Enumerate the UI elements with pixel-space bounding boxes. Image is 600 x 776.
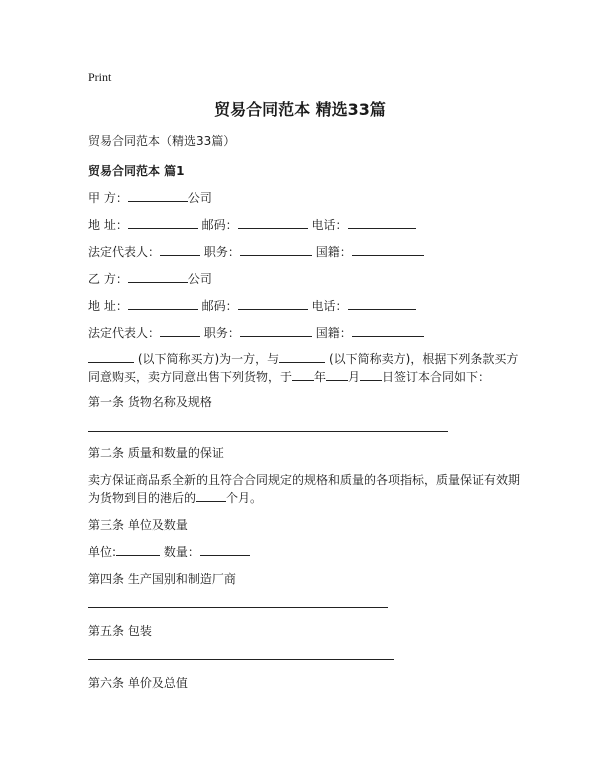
article-5-heading: 第五条 包装	[88, 624, 152, 638]
party-a-legal-rep-label: 法定代表人：	[88, 245, 161, 259]
party-b-position-label: 职务：	[203, 326, 240, 340]
article-2-body-seg-a: 为货物到目的港后的	[88, 491, 197, 505]
article-1-heading: 第一条 货物名称及规格	[88, 395, 212, 409]
party-b-address-label: 地 址：	[88, 299, 128, 313]
party-a-label: 甲 方：	[88, 191, 128, 205]
article-3-heading: 第三条 单位及数量	[88, 518, 188, 532]
party-b-phone-label: 电话：	[311, 299, 348, 313]
party-a-name-blank	[128, 189, 188, 202]
article-2-heading: 第二条 质量和数量的保证	[88, 446, 224, 460]
seller-blank	[279, 350, 325, 363]
party-a-rep-blank	[160, 243, 200, 256]
party-b-rep-blank	[160, 324, 200, 337]
party-b-legal-rep-label: 法定代表人：	[88, 326, 161, 340]
article-5-blank-line	[88, 659, 394, 660]
section-heading: 贸易合同范本 篇1	[88, 164, 185, 178]
intro-seg-6: 日签订本合同如下：	[382, 370, 491, 384]
article-4-blank-line	[88, 607, 388, 608]
article-6-heading: 第六条 单价及总值	[88, 676, 188, 690]
article-1-blank-line	[88, 431, 448, 432]
party-b-postcode-blank	[238, 297, 308, 310]
party-b-nationality-blank	[352, 324, 424, 337]
party-a-suffix: 公司	[187, 191, 212, 205]
month-blank	[326, 368, 348, 381]
intro-seg-2: (以下简称卖方)，根据下列条款买方	[325, 352, 519, 366]
unit-blank	[116, 543, 160, 556]
party-b-address-blank	[128, 297, 198, 310]
intro-seg-5: 月	[348, 370, 361, 384]
party-b-phone-blank	[348, 297, 416, 310]
article-2-body-seg-b: 个月。	[226, 491, 263, 505]
article-4-heading: 第四条 生产国别和制造厂商	[88, 572, 236, 586]
party-b-line	[88, 270, 212, 287]
party-a-phone-label: 电话：	[311, 218, 348, 232]
article-3-fields	[88, 543, 250, 560]
article-2-body-line-2	[88, 489, 262, 506]
intro-line-2	[88, 368, 490, 385]
party-b-rep-line	[88, 324, 424, 341]
party-a-line	[88, 189, 212, 206]
party-b-name-blank	[128, 270, 188, 283]
warranty-months-blank	[196, 489, 226, 502]
intro-seg-4: 年	[314, 370, 327, 384]
unit-label: 单位:	[88, 545, 117, 559]
print-link[interactable]: Print	[88, 70, 112, 84]
party-a-address-blank	[128, 216, 198, 229]
party-b-address-line	[88, 297, 416, 314]
quantity-label: 数量：	[163, 545, 200, 559]
party-a-phone-blank	[348, 216, 416, 229]
party-a-nationality-blank	[352, 243, 424, 256]
day-blank	[360, 368, 382, 381]
quantity-blank	[200, 543, 250, 556]
party-a-rep-line	[88, 243, 424, 260]
party-a-address-line	[88, 216, 416, 233]
party-a-postcode-label: 邮码：	[201, 218, 238, 232]
party-a-nationality-label: 国籍：	[315, 245, 352, 259]
buyer-blank	[88, 350, 134, 363]
year-blank	[292, 368, 314, 381]
party-b-label: 乙 方：	[88, 272, 128, 286]
party-b-postcode-label: 邮码：	[201, 299, 238, 313]
party-b-nationality-label: 国籍：	[315, 326, 352, 340]
party-a-postcode-blank	[238, 216, 308, 229]
intro-seg-3: 同意购买，卖方同意出售下列货物，于	[88, 370, 293, 384]
intro-line-1	[88, 350, 518, 367]
party-a-address-label: 地 址：	[88, 218, 128, 232]
intro-seg-1: (以下简称买方)为一方，与	[134, 352, 280, 366]
document-subtitle: 贸易合同范本（精选33篇）	[88, 134, 236, 148]
document-title: 贸易合同范本 精选33篇	[214, 100, 386, 119]
party-b-position-blank	[240, 324, 312, 337]
article-2-body-line-1: 卖方保证商品系全新的且符合合同规定的规格和质量的各项指标，质量保证有效期	[88, 473, 521, 487]
party-a-position-label: 职务：	[203, 245, 240, 259]
party-b-suffix: 公司	[187, 272, 212, 286]
party-a-position-blank	[240, 243, 312, 256]
